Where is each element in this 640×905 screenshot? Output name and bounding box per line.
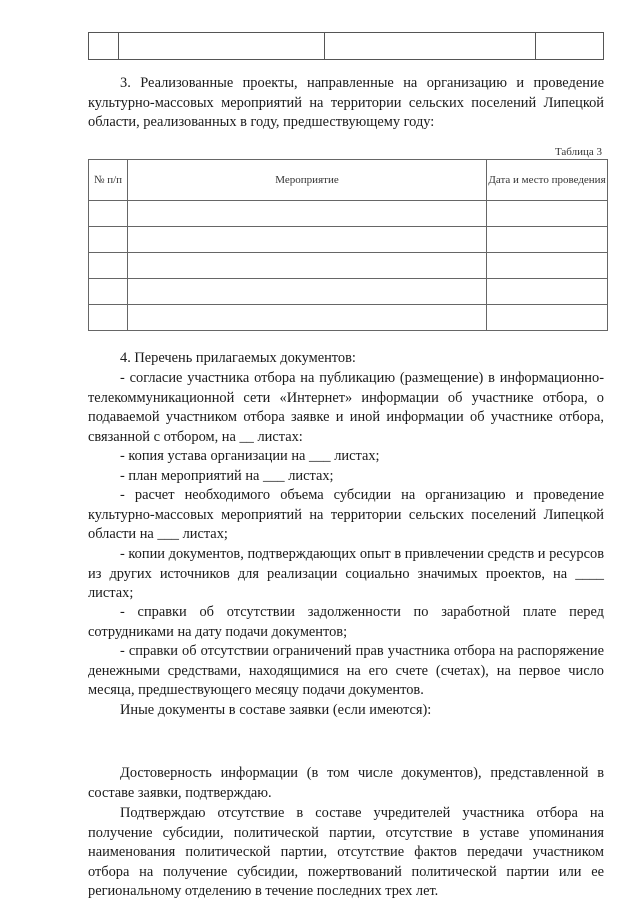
table-cell <box>487 201 608 227</box>
header-number: № п/п <box>89 160 128 201</box>
previous-table-fragment <box>88 32 604 60</box>
doc-item-salary-debt: - справки об отсутствии задолженности по заработной плате перед сотрудниками на дату подачи документов; <box>88 604 604 640</box>
table-cell <box>487 305 608 331</box>
table-row <box>89 201 608 227</box>
table-divider <box>535 33 536 59</box>
table-row <box>89 279 608 305</box>
doc-item-plan: - план мероприятий на ___ листах; <box>120 468 334 484</box>
table-cell <box>487 253 608 279</box>
table-3 <box>88 159 608 331</box>
section-4-title: 4. Перечень прилагаемых документов: <box>120 350 356 366</box>
table-cell <box>128 253 487 279</box>
table-header-row <box>89 160 608 201</box>
table-cell <box>89 279 128 305</box>
table-cell <box>128 305 487 331</box>
other-documents: Иные документы в составе заявки (если имеются): <box>120 702 432 718</box>
table-cell <box>89 305 128 331</box>
doc-item-consent: - согласие участника отбора на публикацию (размещение) в информационно-телекоммуникационной сети «Интернет» информации об участнике отбора, о подаваемой участником отбора заявке и иной информации об участнике отбора, связанной с отбором, на __ листах: <box>88 370 604 445</box>
doc-item-charter: - копия устава организации на ___ листах; <box>120 448 380 464</box>
table-row <box>89 227 608 253</box>
header-event: Мероприятие <box>128 160 487 201</box>
table-divider <box>118 33 119 59</box>
doc-item-account-restrictions: - справки об отсутствии ограничений прав участника отбора на распоряжение денежными средствами, находящимися на его счете (счетах), на первое число месяца, предшествующего месяцу подачи документов. <box>88 643 604 699</box>
table-cell <box>89 227 128 253</box>
doc-item-subsidy-calc: - расчет необходимого объема субсидии на организацию и проведение культурно-массовых мероприятий на территории сельских поселений Липецкой области на ___ листах; <box>88 487 604 543</box>
table-cell <box>128 279 487 305</box>
table-divider <box>324 33 325 59</box>
confirmation-accuracy: Достоверность информации (в том числе документов), представленной в составе заявки, подтверждаю. <box>88 765 604 801</box>
table-cell <box>487 279 608 305</box>
section-3-paragraph: 3. Реализованные проекты, направленные на организацию и проведение культурно-массовых мероприятий на территории сельских поселений Липецкой области, реализованных в году, предшествующему году: <box>88 75 604 131</box>
table-cell <box>128 227 487 253</box>
table-cell <box>128 201 487 227</box>
table-cell <box>89 201 128 227</box>
confirmation-no-party: Подтверждаю отсутствие в составе учредителей участника отбора на получение субсидии, политической партии, отсутствие в уставе упоминания наименования политической партии, отсутствие фактов передачи участником отбора на получение субсидии, пожертвований политической партии или ее региональному отделению в течение последних трех лет. <box>88 805 604 900</box>
doc-item-experience: - копии документов, подтверждающих опыт в привлечении средств и ресурсов из других источников для реализации социально значимых проектов, на ____ листах; <box>88 546 604 602</box>
table-cell <box>487 227 608 253</box>
header-date-place: Дата и место проведения <box>487 160 608 201</box>
table-cell <box>89 253 128 279</box>
table-row <box>89 305 608 331</box>
table-row <box>89 253 608 279</box>
table-caption: Таблица 3 <box>554 146 602 158</box>
